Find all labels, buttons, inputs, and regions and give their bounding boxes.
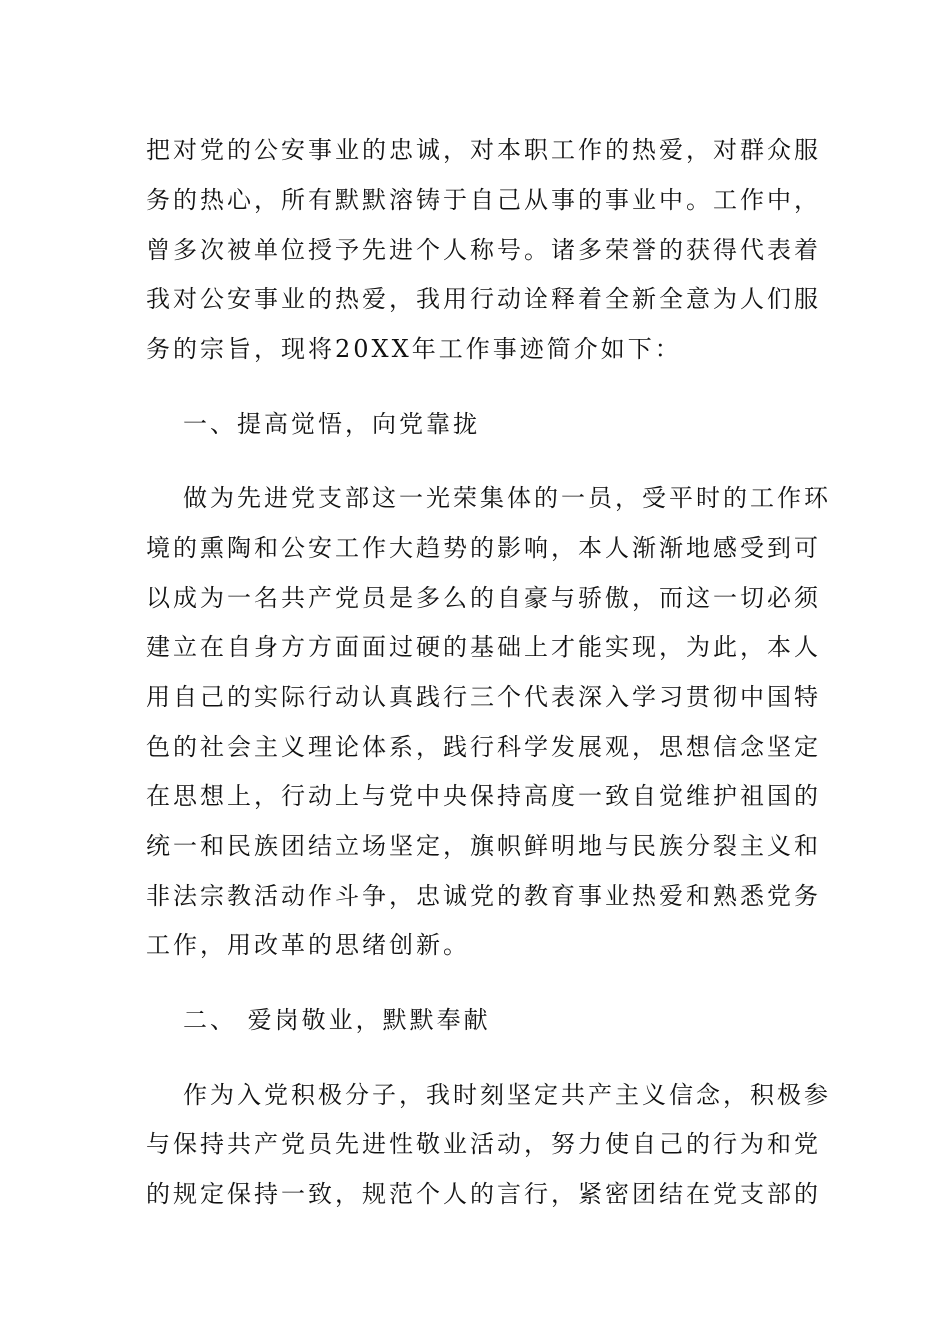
paragraph-line: 把对党的公安事业的忠诚，对本职工作的热爱，对群众服 [146, 136, 821, 164]
paragraph-line: 与保持共产党员先进性敬业活动，努力使自己的行为和党 [146, 1130, 821, 1158]
paragraph-line: 非法宗教活动作斗争，忠诚党的教育事业热爱和熟悉党务 [146, 882, 821, 910]
paragraph-line: 工作，用改革的思绪创新。 [146, 931, 470, 959]
paragraph-line: 境的熏陶和公安工作大趋势的影响，本人渐渐地感受到可 [146, 534, 821, 562]
paragraph-line: 的规定保持一致，规范个人的言行，紧密团结在党支部的 [146, 1180, 821, 1208]
paragraph-line: 务的热心，所有默默溶铸于自己从事的事业中。工作中， [146, 186, 821, 214]
paragraph-line: 在思想上，行动上与党中央保持高度一致自觉维护祖国的 [146, 782, 821, 810]
section-heading: 一、提高觉悟，向党靠拢 [183, 410, 480, 438]
paragraph-line: 作为入党积极分子，我时刻坚定共产主义信念，积极参 [183, 1081, 831, 1109]
paragraph-line: 曾多次被单位授予先进个人称号。诸多荣誉的获得代表着 [146, 236, 821, 264]
paragraph-line: 用自己的实际行动认真践行三个代表深入学习贯彻中国特 [146, 683, 821, 711]
paragraph-line: 建立在自身方方面面过硬的基础上才能实现，为此，本人 [146, 633, 821, 661]
paragraph-line: 以成为一名共产党员是多么的自豪与骄傲，而这一切必须 [146, 584, 821, 612]
paragraph-line: 做为先进党支部这一光荣集体的一员，受平时的工作环 [183, 484, 831, 512]
paragraph-line: 统一和民族团结立场坚定，旗帜鲜明地与民族分裂主义和 [146, 832, 821, 860]
paragraph-line: 色的社会主义理论体系，践行科学发展观，思想信念坚定 [146, 733, 821, 761]
paragraph-line: 务的宗旨，现将20XX年工作事迹简介如下： [146, 335, 682, 363]
section-heading: 二、 爱岗敬业，默默奉献 [183, 1006, 491, 1034]
paragraph-line: 我对公安事业的热爱，我用行动诠释着全新全意为人们服 [146, 285, 821, 313]
